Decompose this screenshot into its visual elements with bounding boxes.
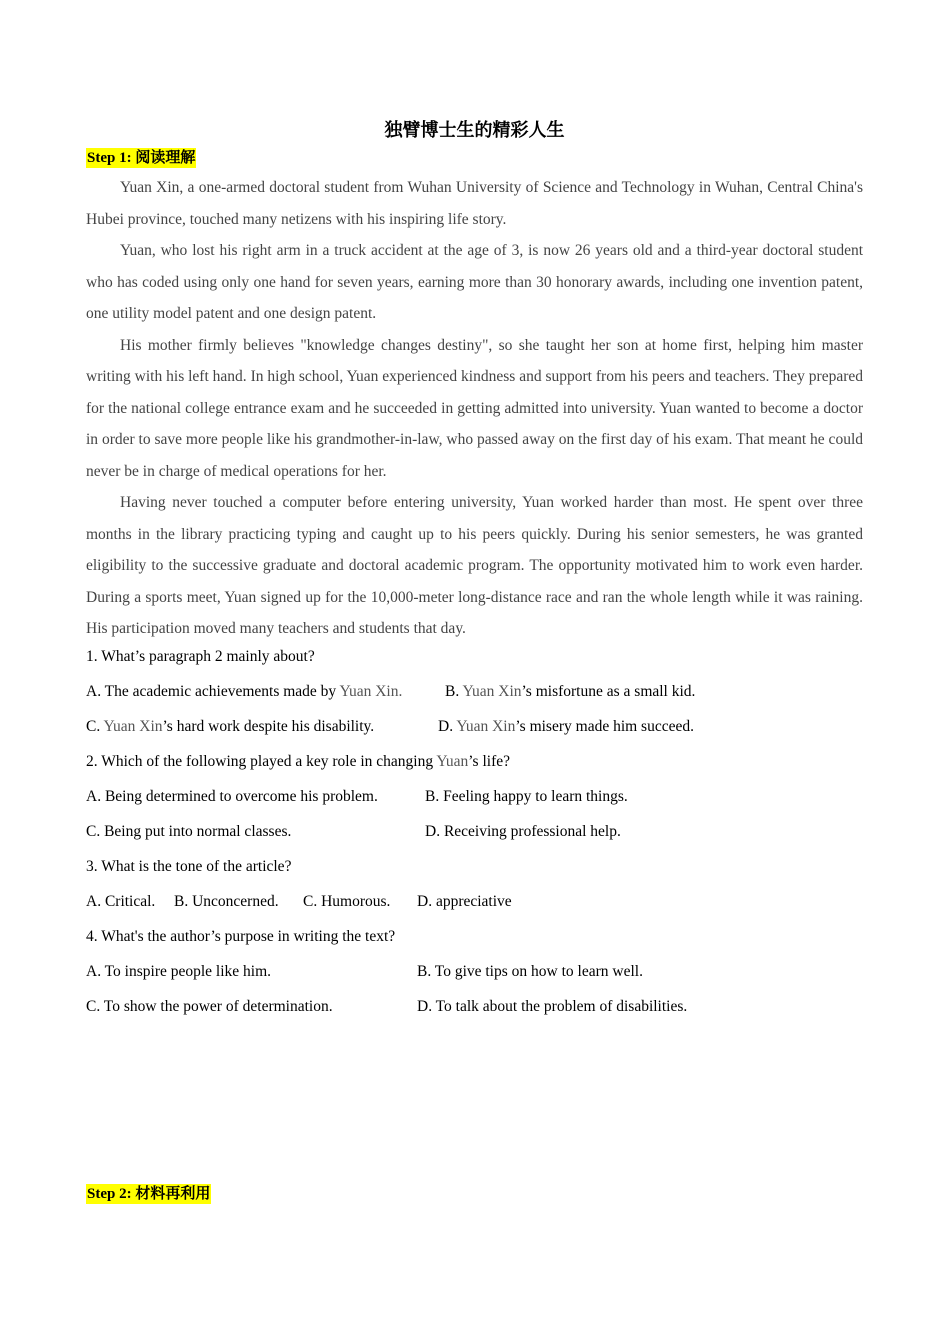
question-1-option-a: A. The academic achievements made by Yuan Xin. bbox=[86, 683, 403, 700]
reading-passage bbox=[86, 172, 863, 645]
step2-heading: Step 2: 材料再利用 bbox=[87, 1186, 211, 1202]
paragraph-1: Yuan Xin, a one-armed doctoral student from Wuhan University of Science and Technology in Wuhan, Central China's Hubei province, touched many netizens with his inspiring life story. bbox=[86, 179, 863, 228]
question-1-option-d: D. Yuan Xin’s misery made him succeed. bbox=[438, 718, 694, 735]
question-1-option-b: B. Yuan Xin’s misfortune as a small kid. bbox=[445, 683, 696, 700]
question-3-option-c: C. Humorous. bbox=[303, 893, 391, 910]
question-2-option-b: B. Feeling happy to learn things. bbox=[425, 788, 628, 805]
question-2-option-d: D. Receiving professional help. bbox=[425, 823, 621, 840]
question-4-option-b: B. To give tips on how to learn well. bbox=[417, 963, 643, 980]
question-2-option-c: C. Being put into normal classes. bbox=[86, 823, 292, 840]
paragraph-3: His mother firmly believes "knowledge changes destiny", so she taught her son at home first, helping him master writing with his left hand. In high school, Yuan experienced kindness and support from his peers and teachers. They prepared for the national college entrance exam and he succeeded in getting admitted into university. Yuan wanted to become a doctor in order to save more people like his grandmother-in-law, who passed away on the first day of his exam. That meant he could never be in charge of medical operations for her. bbox=[86, 336, 863, 480]
question-2-stem: 2. Which of the following played a key role in changing Yuan’s life? bbox=[86, 753, 510, 770]
question-3-stem: 3. What is the tone of the article? bbox=[86, 858, 292, 875]
question-3-option-b: B. Unconcerned. bbox=[174, 893, 279, 910]
question-3-option-a: A. Critical. bbox=[86, 893, 156, 910]
question-3-option-d: D. appreciative bbox=[417, 893, 512, 910]
question-1-option-c: C. Yuan Xin’s hard work despite his disability. bbox=[86, 718, 375, 735]
question-1-stem: 1. What’s paragraph 2 mainly about? bbox=[86, 648, 315, 665]
question-4-option-c: C. To show the power of determination. bbox=[86, 998, 333, 1015]
question-4-stem: 4. What's the author’s purpose in writing the text? bbox=[86, 928, 396, 945]
paragraph-2: Yuan, who lost his right arm in a truck accident at the age of 3, is now 26 years old and a third-year doctoral student who has coded using only one hand for seven years, earning more than 30 honorary awards, including one invention patent, one utility model patent and one design patent. bbox=[86, 242, 863, 322]
question-4-option-a: A. To inspire people like him. bbox=[86, 963, 272, 980]
question-2-option-a: A. Being determined to overcome his problem. bbox=[86, 788, 378, 805]
step1-heading: Step 1: 阅读理解 bbox=[87, 150, 196, 166]
question-4-option-d: D. To talk about the problem of disabilities. bbox=[417, 998, 688, 1015]
paragraph-4: Having never touched a computer before entering university, Yuan worked harder than most. He spent over three months in the library practicing typing and caught up to his peers quickly. During his senior semesters, he was granted eligibility to the successive graduate and doctoral academic program. The opportunity motivated him to work even harder. During a sports meet, Yuan signed up for the 10,000-meter long-distance race and ran the whole length while it was raining. His participation moved many teachers and students that day. bbox=[86, 494, 863, 637]
document-title: 独臂博士生的精彩人生 bbox=[384, 120, 565, 140]
